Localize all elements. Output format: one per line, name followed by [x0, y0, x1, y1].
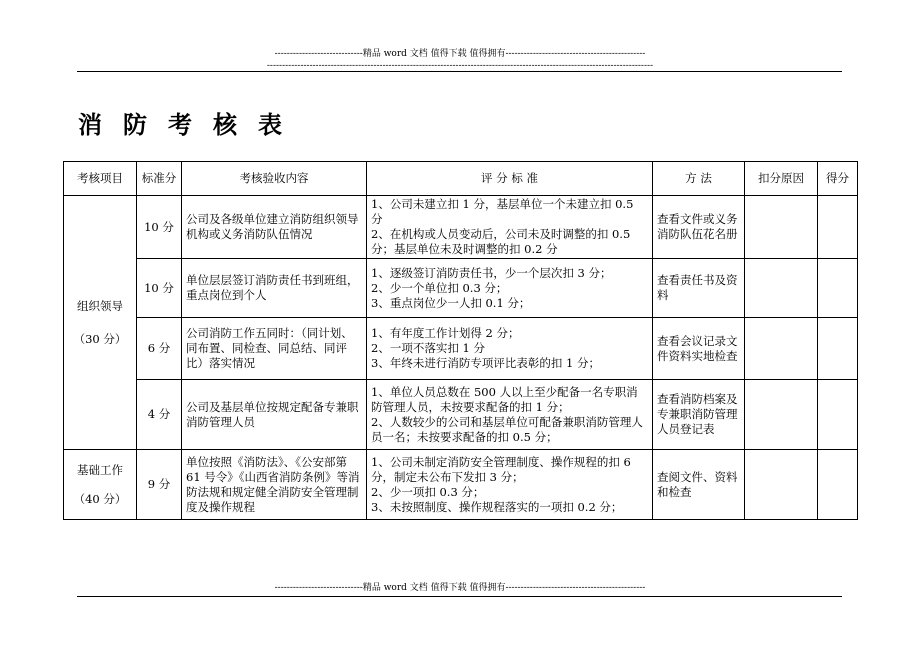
reason-cell[interactable]: [745, 196, 818, 259]
title-char: 防: [123, 110, 147, 139]
criteria-cell: [367, 259, 653, 318]
group-score: （30 分）: [73, 331, 127, 346]
table-row: [64, 196, 858, 259]
points-cell: 6 分: [137, 318, 182, 380]
criteria-line: 2、少一项扣 0.3 分；: [371, 484, 485, 499]
points-cell: 10 分: [137, 259, 182, 318]
criteria-cell: [367, 318, 653, 380]
criteria-line: 3、年终未进行消防专项评比表彰的扣 1 分；: [371, 356, 600, 370]
content-cell: 公司及各级单位建立消防组织领导机构或义务消防队伍情况: [182, 196, 367, 259]
score-cell[interactable]: [818, 450, 858, 520]
header-points: 标准分: [137, 162, 182, 196]
method-cell: 查看消防档案及专兼职消防管理人员登记表: [653, 380, 745, 450]
title-char: 考: [168, 110, 192, 139]
criteria-cell: [367, 380, 653, 450]
header-banner: -----------------------------精品 word 文档 值得下载 值得拥有----------------------------------------------: [274, 49, 646, 59]
content-cell: 公司消防工作五同时：（同计划、同布置、同检查、同总结、同评比）落实情况: [182, 318, 367, 380]
title-char: 核: [213, 110, 237, 139]
header-method: 方 法: [653, 162, 745, 196]
reason-cell[interactable]: [745, 259, 818, 318]
footer-rule: [77, 596, 842, 597]
criteria-line: 2、人数较少的公司和基层单位可配备兼职消防管理人员一名；未按要求配备的扣 0.5 分；: [371, 414, 643, 444]
criteria-cell: [367, 450, 653, 520]
content-cell: 单位按照《消防法》、《公安部第 61 号令》《山西省消防条例》等消防法规和规定健全消防安全管理制度及操作规程: [182, 450, 367, 520]
table-header-row: [64, 162, 858, 196]
score-cell[interactable]: [818, 259, 858, 318]
header-reason: 扣分原因: [745, 162, 818, 196]
content-cell: 单位层层签订消防责任书到班组，重点岗位到个人: [182, 259, 367, 318]
assessment-table: [63, 161, 858, 520]
group-cell: [64, 450, 137, 520]
header-content: 考核验收内容: [182, 162, 367, 196]
score-cell[interactable]: [818, 380, 858, 450]
reason-cell[interactable]: [745, 318, 818, 380]
method-cell: 查看会议记录文件资料实地检查: [653, 318, 745, 380]
criteria-line: 1、有年度工作计划得 2 分；: [371, 326, 520, 340]
header-criteria: 评 分 标 准: [367, 162, 653, 196]
table-row: [64, 450, 858, 520]
group-name: 基础工作: [77, 462, 123, 477]
reason-cell[interactable]: [745, 380, 818, 450]
score-cell[interactable]: [818, 196, 858, 259]
group-score: （40 分）: [73, 491, 127, 506]
criteria-line: 2、少一个单位扣 0.3 分；: [371, 280, 508, 295]
criteria-line: 3、重点岗位少一人扣 0.1 分；: [371, 295, 531, 310]
score-cell[interactable]: [818, 318, 858, 380]
points-cell: 4 分: [137, 380, 182, 450]
header-rule: [77, 71, 842, 72]
header-item: 考核项目: [64, 162, 137, 196]
table-row: [64, 380, 858, 450]
title-char: 消: [78, 110, 102, 139]
criteria-line: 1、单位人员总数在 500 人以上至少配备一名专职消防管理人员，未按要求配备的扣 1 分；: [371, 384, 638, 414]
header-dash-line: -------------------------------------------------------------------------------------------------------------------------------: [266, 61, 654, 71]
content-cell: 公司及基层单位按规定配备专兼职消防管理人员: [182, 380, 367, 450]
points-cell: 10 分: [137, 196, 182, 259]
criteria-line: 2、一项不落实扣 1 分: [371, 341, 485, 355]
method-cell: 查看责任书及资料: [653, 259, 745, 318]
criteria-line: 1、公司未制定消防安全管理制度、操作规程的扣 6 分，制定未公布下发扣 3 分；: [371, 454, 631, 484]
group-cell: [64, 196, 137, 450]
table-row: [64, 259, 858, 318]
page-title: [78, 110, 303, 140]
points-cell: 9 分: [137, 450, 182, 520]
criteria-line: 1、公司未建立扣 1 分，基层单位一个未建立扣 0.5 分: [371, 197, 634, 226]
criteria-cell: [367, 196, 653, 259]
criteria-line: 2、在机构或人员变动后，公司未及时调整的扣 0.5 分；基层单位未及时调整的扣 0.2 分: [371, 227, 631, 256]
reason-cell[interactable]: [745, 450, 818, 520]
method-cell: 查阅文件、资料和检查: [653, 450, 745, 520]
header-score: 得分: [818, 162, 858, 196]
title-char: 表: [258, 110, 282, 139]
criteria-line: 3、未按照制度、操作规程落实的一项扣 0.2 分；: [371, 499, 623, 514]
group-name: 组织领导: [77, 298, 123, 313]
footer-banner: -----------------------------精品 word 文档 值得下载 值得拥有----------------------------------------------: [274, 583, 646, 593]
method-cell: 查看文件或义务消防队伍花名册: [653, 196, 745, 259]
table-row: [64, 318, 858, 380]
criteria-line: 1、逐级签订消防责任书，少一个层次扣 3 分；: [371, 265, 612, 280]
